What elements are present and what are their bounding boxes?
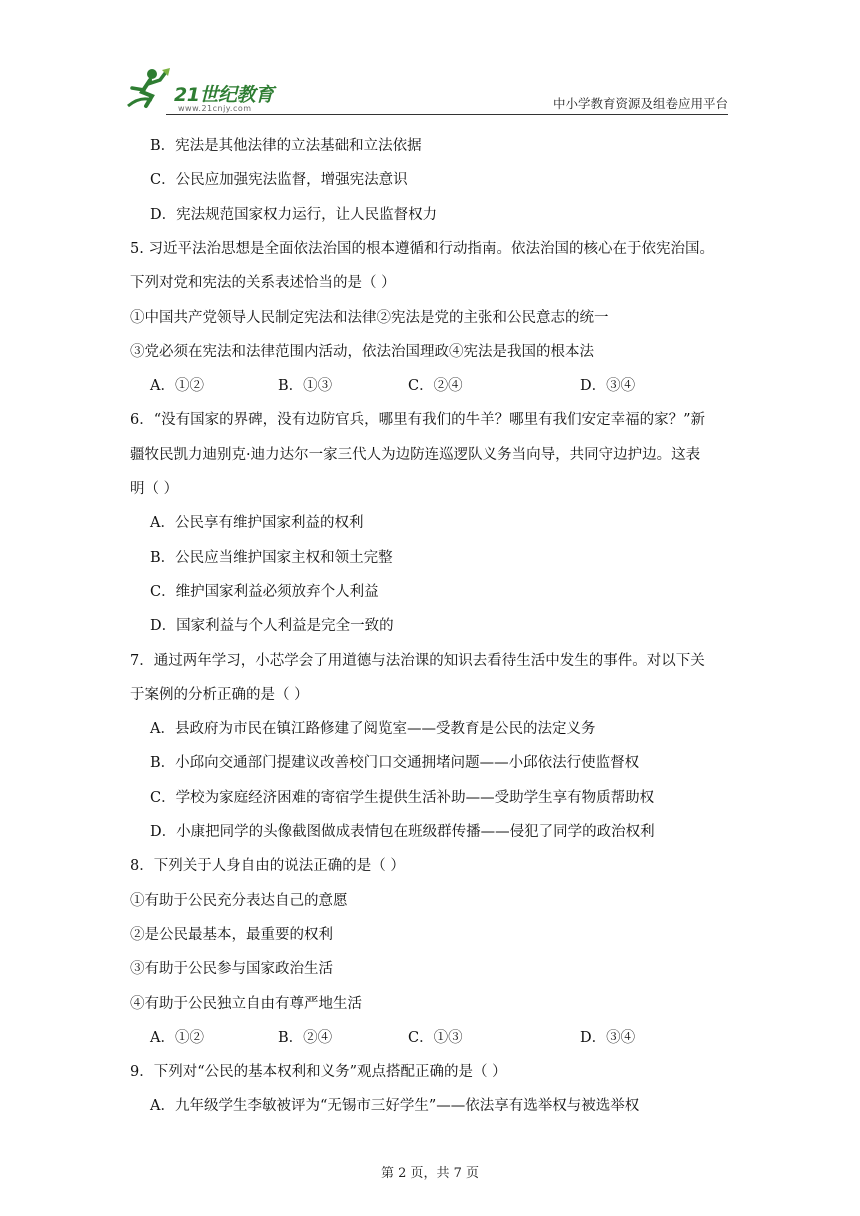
answer-option: C．公民应加强宪法监督，增强宪法意识 bbox=[150, 172, 408, 189]
answer-option: D．国家利益与个人利益是完全一致的 bbox=[150, 618, 394, 635]
logo-text: 21世纪教育 bbox=[174, 84, 274, 106]
answer-option: B．小邱向交通部门提建议改善校门口交通拥堵问题——小邱依法行使监督权 bbox=[150, 755, 640, 772]
runner-logo-icon bbox=[122, 66, 174, 112]
options-row bbox=[150, 1028, 750, 1048]
header-divider bbox=[166, 114, 728, 115]
question-text: ①有助于公民充分表达自己的意愿 bbox=[130, 892, 348, 909]
answer-option: C．维护国家利益必须放弃个人利益 bbox=[150, 583, 379, 600]
option-c: C．①③ bbox=[408, 1029, 463, 1046]
answer-option: A．九年级学生李敏被评为“无锡市三好学生”——依法享有选举权与被选举权 bbox=[150, 1098, 640, 1115]
question-text: 5. 习近平法治思想是全面依法治国的根本遵循和行动指南。依法治国的核心在于依宪治国。 bbox=[130, 240, 714, 257]
logo-subtext: www.21cnjy.com bbox=[178, 104, 252, 113]
answer-option: C．学校为家庭经济困难的寄宿学生提供生活补助——受助学生享有物质帮助权 bbox=[150, 789, 655, 806]
question-text: 疆牧民凯力迪别克·迪力达尔一家三代人为边防连巡逻队义务当向导，共同守边护边。这表 bbox=[130, 446, 701, 463]
option-c: C．②④ bbox=[408, 378, 463, 395]
question-text: ①中国共产党领导人民制定宪法和法律②宪法是党的主张和公民意志的统一 bbox=[130, 309, 609, 326]
question-text: 下列对党和宪法的关系表述恰当的是（ ） bbox=[130, 275, 396, 292]
page-header bbox=[122, 66, 728, 118]
option-b: B．②④ bbox=[278, 1029, 333, 1046]
question-text: 9．下列对“公民的基本权利和义务”观点搭配正确的是（ ） bbox=[130, 1064, 507, 1081]
option-a: A．①② bbox=[150, 378, 204, 395]
logo bbox=[122, 66, 292, 116]
question-text: 于案例的分析正确的是（ ） bbox=[130, 686, 309, 703]
answer-option: D．小康把同学的头像截图做成表情包在班级群传播——侵犯了同学的政治权利 bbox=[150, 824, 655, 840]
option-d: D．③④ bbox=[580, 378, 636, 395]
option-d: D．③④ bbox=[580, 1029, 636, 1046]
question-text: 7．通过两年学习，小芯学会了用道德与法治课的知识去看待生活中发生的事件。对以下关 bbox=[130, 652, 705, 669]
question-text: 明（ ） bbox=[130, 481, 179, 497]
platform-title: 中小学教育资源及组卷应用平台 bbox=[552, 96, 728, 111]
page-footer: 第 2 页，共 7 页 bbox=[380, 1166, 480, 1181]
question-text: ④有助于公民独立自由有尊严地生活 bbox=[130, 995, 362, 1012]
answer-option: A．县政府为市民在镇江路修建了阅览室——受教育是公民的法定义务 bbox=[150, 721, 596, 738]
answer-option: B．公民应当维护国家主权和领土完整 bbox=[150, 549, 393, 566]
question-text: 6．“没有国家的界碑，没有边防官兵，哪里有我们的牛羊？哪里有我们安定幸福的家？”新 bbox=[130, 412, 706, 429]
question-text: ③有助于公民参与国家政治生活 bbox=[130, 961, 333, 978]
answer-option: D．宪法规范国家权力运行，让人民监督权力 bbox=[150, 206, 438, 223]
option-b: B．①③ bbox=[278, 378, 333, 395]
option-a: A．①② bbox=[150, 1029, 204, 1046]
answer-option: B．宪法是其他法律的立法基础和立法依据 bbox=[150, 138, 422, 154]
options-row bbox=[150, 376, 750, 396]
question-text: 8．下列关于人身自由的说法正确的是（ ） bbox=[130, 858, 405, 875]
question-text: ③党必须在宪法和法律范围内活动，依法治国理政④宪法是我国的根本法 bbox=[130, 343, 594, 360]
answer-option: A．公民享有维护国家利益的权利 bbox=[150, 515, 364, 532]
question-text: ②是公民最基本，最重要的权利 bbox=[130, 926, 333, 943]
